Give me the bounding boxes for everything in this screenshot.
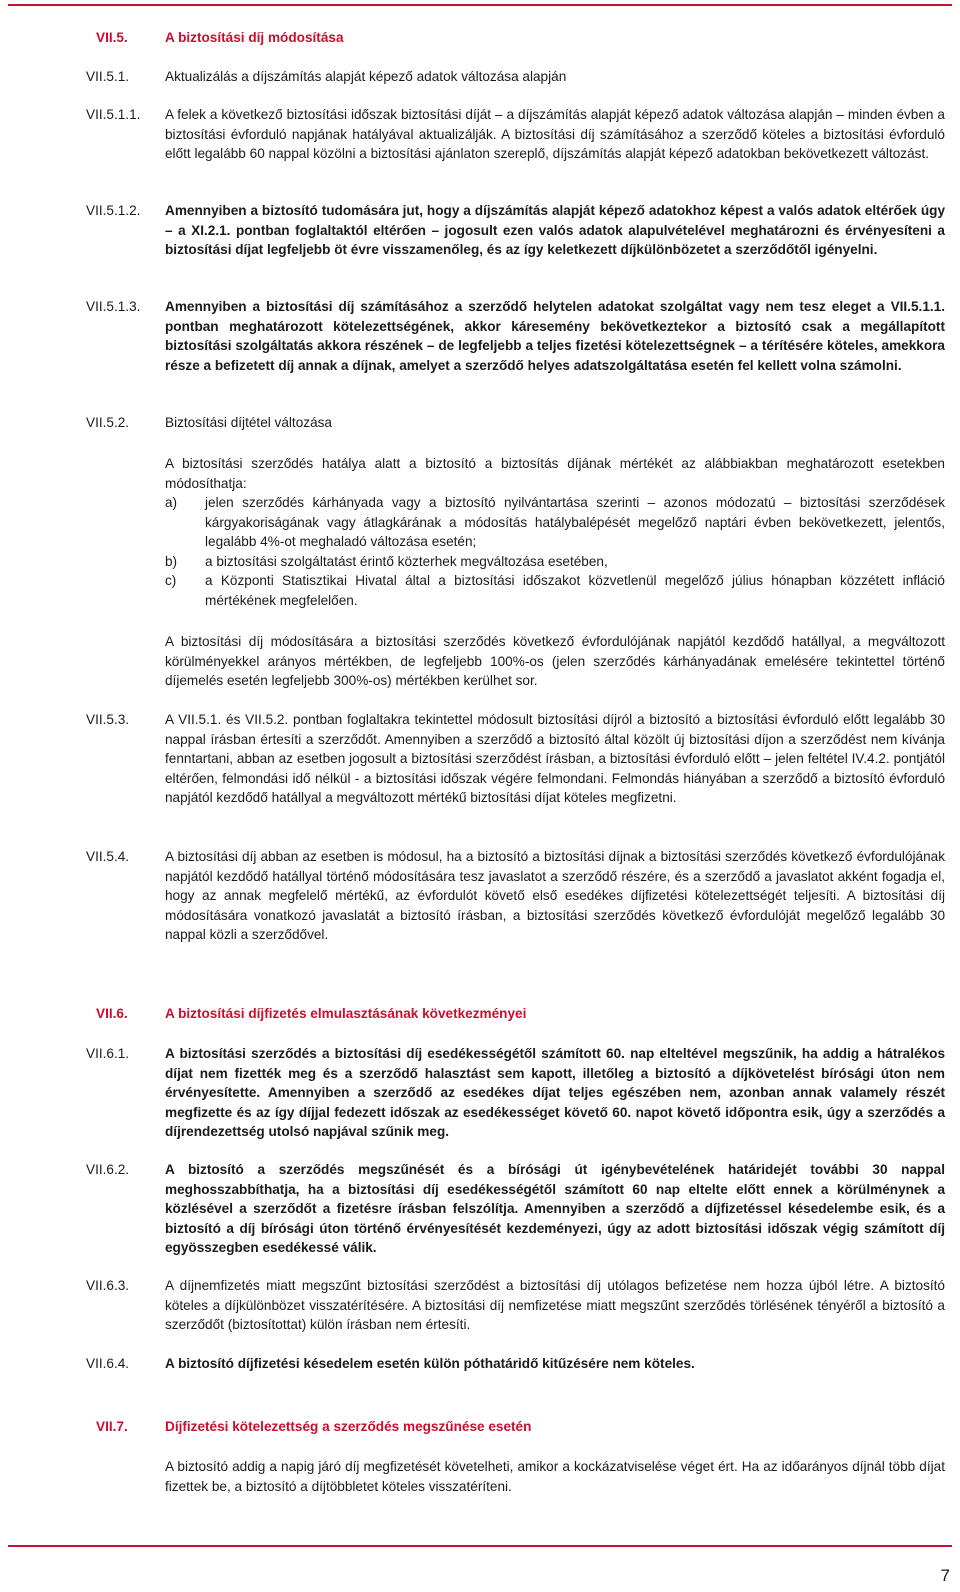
- list-item: [165, 552, 945, 572]
- list-item-label: a): [165, 495, 178, 510]
- section-title: Biztosítási díjtétel változása: [165, 415, 332, 430]
- paragraph: A VII.5.1. és VII.5.2. pontban foglaltakra tekintettel módosult biztosítási díjról a biztosító a biztosítási évforduló előtt legalább 30 nappal írásban értesíti a szerződőt. Amennyiben a szerződő a biztosító által közölt új biztosítási díjon a szerződést nem kívánja fenntartani, abban az esetben jogosult a biztosítási szerződést írásban, a biztosítási évforduló előtt – jelen feltétel IV.4.2. pontjától eltérően, felmondási idő nélkül - a biztosítási időszak végére felmondani. Felmondás hiányában a szerződő a biztosító évforduló napjától kezdődő hatállyal a megváltozott mértékű biztosítási díjat köteles megfizetni.: [165, 712, 945, 806]
- section-number: VII.5.1.1.: [86, 107, 141, 122]
- section-number: VII.5.1.3.: [86, 299, 141, 314]
- section-number: VII.6.2.: [86, 1162, 130, 1177]
- paragraph: A biztosító a szerződés megszűnését és a bírósági út igénybevételének határidejét további 30 nappal meghosszabbíthatja, ha a biztosítási díj esedékességétől számított 60 nap eltelte előtt ennek a körülménynek a közlésével a szerződőt a fizetésre írásban felszólítja. Amennyiben a szerződő a díjfizetéssel késedelembe esik, és a biztosító a díj bírósági úton történő érvényesítését kezdeményezi, úgy az adott biztosítási időszak végig számított díj egyösszegben esedékessé válik.: [165, 1162, 945, 1256]
- section-title: A biztosítási díj módosítása: [165, 30, 344, 45]
- list-item-text: jelen szerződés kárhányada vagy a biztosító nyilvántartása szerinti – azonos módozatú – biztosítási szerződések kárgyakoriságának vagy átlagkárának a módosítás hatálybalépését megelőző naptári évben bekövetkezett, jelentős, legalább 4%-ot meghaladó változása esetén;: [205, 495, 945, 550]
- list-conditions: [165, 493, 945, 611]
- section-number: VII.5.1.2.: [86, 203, 141, 218]
- paragraph: Amennyiben a biztosító tudomására jut, hogy a díjszámítás alapját képező adatokhoz képest a valós adatok eltérőek úgy – a XI.2.1. pontban foglaltaktól eltérően – jogosult ezen valós adatok alapulvételével meghatározni és érvényesíteni a biztosítási díjat legfeljebb öt évre visszamenőleg, és az így keletkezett díjkülönbözetet a szerződőtől igényelni.: [165, 203, 945, 258]
- section-number: VII.5.1.: [86, 69, 130, 84]
- paragraph: A díjnemfizetés miatt megszűnt biztosítási szerződést a biztosítási díj utólagos befizetése nem hozza újból létre. A biztosító köteles a díjkülönbözet visszatérítésére. A biztosítási díj nemfizetése miatt megszűnt szerződés törlésének tényéről a biztosító a szerződőt (biztosítottat) külön írásban nem értesíti.: [165, 1278, 945, 1333]
- section-number: VII.7.: [96, 1419, 128, 1434]
- section-title: Aktualizálás a díjszámítás alapját képező adatok változása alapján: [165, 69, 567, 84]
- section-number: VII.6.1.: [86, 1046, 130, 1061]
- page-number: 7: [940, 1566, 950, 1585]
- list-item: [165, 571, 945, 610]
- paragraph: A biztosítási díj abban az esetben is módosul, ha a biztosító a biztosítási díjnak a biztosítási szerződés következő évfordulójának napjától kezdődő hatállyal történő módosítására tesz javaslatot a szerződő részére, és a szerződő a javaslatot akként fogadja el, hogy az annak megfelelő mértékű, az évfordulót követő első esedékes díjfizetési kötelezettségét teljesíti. A biztosítási díj módosítására vonatkozó javaslatát a biztosító írásban, a biztosítási szerződés következő évfordulóját megelőző legalább 30 nappal közli a szerződővel.: [165, 849, 945, 943]
- paragraph: A felek a következő biztosítási időszak biztosítási díját – a díjszámítás alapját képező adatok változása alapján – minden évben a biztosítási évforduló napjának hatályával aktualizálják. A biztosítási díj számításához a szerződő köteles a biztosítási évforduló előtt legalább 60 nappal közölni a biztosítási ajánlaton szereplő, díjszámítás alapját képező adatokban bekövetkezett változást.: [165, 107, 945, 162]
- section-number: VII.5.: [96, 30, 128, 45]
- list-item-label: b): [165, 553, 178, 569]
- section-title: Díjfizetési kötelezettség a szerződés megszűnése esetén: [165, 1419, 532, 1434]
- paragraph: A biztosító addig a napig járó díj megfizetését követelheti, amikor a kockázatviselése véget ért. Ha az időarányos díjnál több díjat fizettek be, a biztosító a díjtöbbletet köteles visszatéríteni.: [165, 1459, 945, 1494]
- paragraph: A biztosítási díj módosítására a biztosítási szerződés következő évfordulójának napjától kezdődő hatállyal, a megváltozott körülményekkel arányos mértékben, de legfeljebb 100%-os (jelen szerződés kárhányadának emelésére tekintettel történő díjemelés esetén legfeljebb 300%-os) mértékben kerülhet sor.: [165, 634, 945, 689]
- bottom-red-rule: [8, 1545, 952, 1547]
- list-item-text: a Központi Statisztikai Hivatal által a biztosítási időszakot közvetlenül megelőző július hónapban közzétett infláció mértékének megfelelően.: [205, 573, 945, 608]
- section-number: VII.6.3.: [86, 1278, 130, 1293]
- section-number: VII.6.: [96, 1006, 128, 1021]
- paragraph: A biztosítási szerződés hatálya alatt a biztosító a biztosítás díjának mértékét az alábbiakban meghatározott esetekben módosíthatja:: [165, 456, 945, 491]
- paragraph: Amennyiben a biztosítási díj számításához a szerződő helytelen adatokat szolgáltat vagy nem tesz eleget a VII.5.1.1. pontban meghatározott kötelezettségének, akkor káresemény bekövetkeztekor a biztosító csak a megállapított biztosítási szolgáltatás akkora részének – de legfeljebb a teljes fizetési kötelezettségnek – a térítésére köteles, amekkora része a befizetett díj annak a díjnak, amelyet a szerződő helyes adatszolgáltatása esetén fel kellett volna számolni.: [165, 299, 945, 373]
- section-number: VII.5.3.: [86, 712, 130, 727]
- list-item-text: a biztosítási szolgáltatást érintő közterhek megváltozása esetében,: [205, 553, 608, 569]
- section-number: VII.5.4.: [86, 849, 130, 864]
- list-item-label: c): [165, 573, 177, 589]
- section-number: VII.5.2.: [86, 415, 130, 430]
- section-title: A biztosítási díjfizetés elmulasztásának következményei: [165, 1006, 527, 1021]
- top-red-rule: [8, 4, 952, 6]
- paragraph: A biztosítási szerződés a biztosítási díj esedékességétől számított 60. nap elteltével megszűnik, ha addig a hátralékos díjat nem fizették meg és a szerződő halasztást sem kapott, illetőleg a biztosító a díjkövetelést bírósági úton nem érvényesítette. Amennyiben a szerződő az esedékes díjat teljes egészében nem, azonban annak valamely részét megfizette és az így díjjal fedezett időszak az esedékességet követő 60. napot követő időpontra esik, úgy a szerződés a díjrendezettség utolsó napjával szűnik meg.: [165, 1046, 945, 1140]
- paragraph: A biztosító díjfizetési késedelem esetén külön póthatáridő kitűzésére nem köteles.: [165, 1356, 695, 1371]
- section-number: VII.6.4.: [86, 1356, 130, 1371]
- list-item: [165, 493, 945, 552]
